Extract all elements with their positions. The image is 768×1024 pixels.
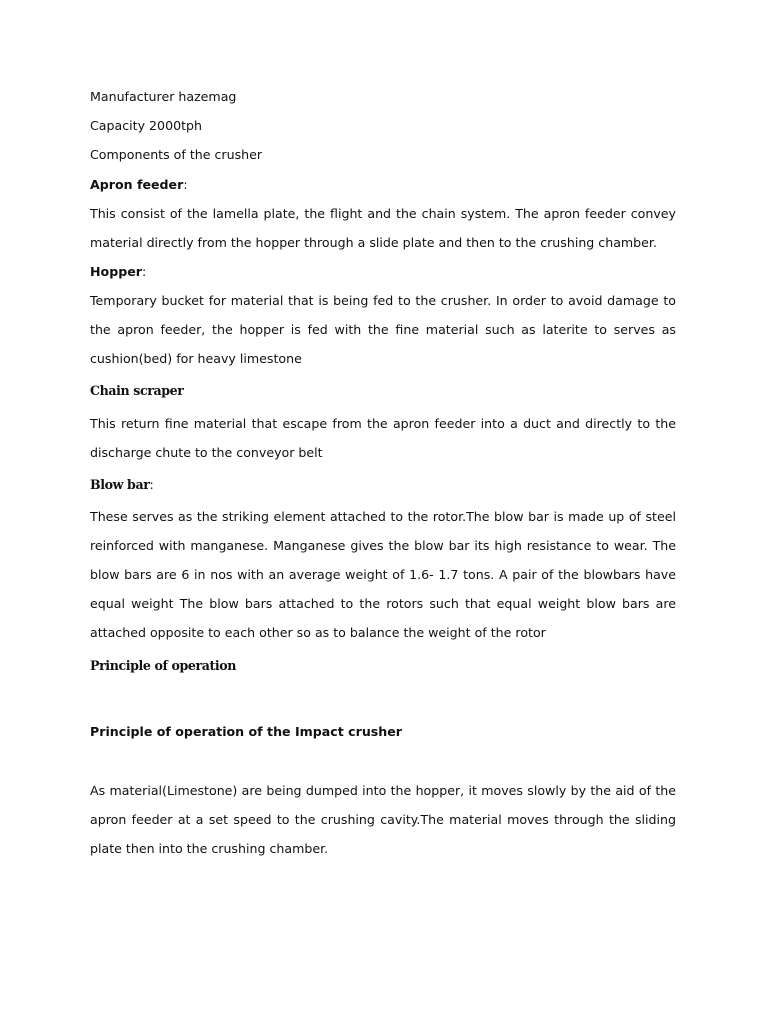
apron-feeder-colon: : bbox=[183, 177, 188, 192]
blow-bar-colon: : bbox=[149, 477, 154, 492]
blow-bar-text-line-5: attached opposite to each other so as to balance the weight of the rotor bbox=[90, 625, 546, 640]
hopper-colon: : bbox=[141, 264, 147, 279]
hopper-heading-line bbox=[90, 264, 146, 280]
blow-bar-text-line-1: These serves as the striking element attached to the rotor.The blow bar is made up of steel bbox=[90, 509, 676, 524]
apron-feeder-text-line-2: material directly from the hopper through a slide plate and then to the crushing chamber. bbox=[90, 235, 657, 250]
chain-scraper-text-line-1: This return fine material that escape from the apron feeder into a duct and directly to the bbox=[90, 416, 676, 431]
hopper-heading: Hopper bbox=[90, 264, 142, 279]
operation-text-line-2: apron feeder at a set speed to the crushing cavity.The material moves through the sliding bbox=[90, 812, 676, 827]
apron-feeder-text-line-1: This consist of the lamella plate, the flight and the chain system. The apron feeder convey bbox=[90, 206, 676, 221]
impact-crusher-heading: Principle of operation of the Impact crusher bbox=[90, 724, 403, 739]
blow-bar-text-line-2: reinforced with manganese. Manganese gives the blow bar its high resistance to wear. The bbox=[90, 538, 676, 553]
operation-text-line-1: As material(Limestone) are being dumped into the hopper, it moves slowly by the aid of the bbox=[90, 783, 676, 798]
components-title: Components of the crusher bbox=[90, 147, 263, 162]
blow-bar-text-line-3: blow bars are 6 in nos with an average weight of 1.6- 1.7 tons. A pair of the blowbars have bbox=[90, 567, 676, 582]
blow-bar-text-line-4: equal weight The blow bars attached to the rotors such that equal weight blow bars are bbox=[90, 596, 676, 611]
chain-scraper-heading: Chain scraper bbox=[90, 383, 184, 398]
hopper-text-line-1: Temporary bucket for material that is being fed to the crusher. In order to avoid damage to bbox=[90, 293, 676, 308]
capacity-line: Capacity 2000tph bbox=[90, 118, 203, 133]
blow-bar-heading: Blow bar bbox=[90, 477, 150, 492]
apron-feeder-heading: Apron feeder bbox=[90, 177, 184, 192]
chain-scraper-text-line-2: discharge chute to the conveyor belt bbox=[90, 445, 323, 460]
hopper-text-line-2: the apron feeder, the hopper is fed with the fine material such as laterite to serves as bbox=[90, 322, 676, 337]
blow-bar-heading-line bbox=[90, 477, 154, 493]
apron-feeder-heading-line bbox=[90, 177, 188, 193]
operation-text-line-3: plate then into the crushing chamber. bbox=[90, 841, 329, 856]
manufacturer-line: Manufacturer hazemag bbox=[90, 89, 237, 104]
principle-heading: Principle of operation bbox=[90, 658, 237, 673]
hopper-text-line-3: cushion(bed) for heavy limestone bbox=[90, 351, 302, 366]
